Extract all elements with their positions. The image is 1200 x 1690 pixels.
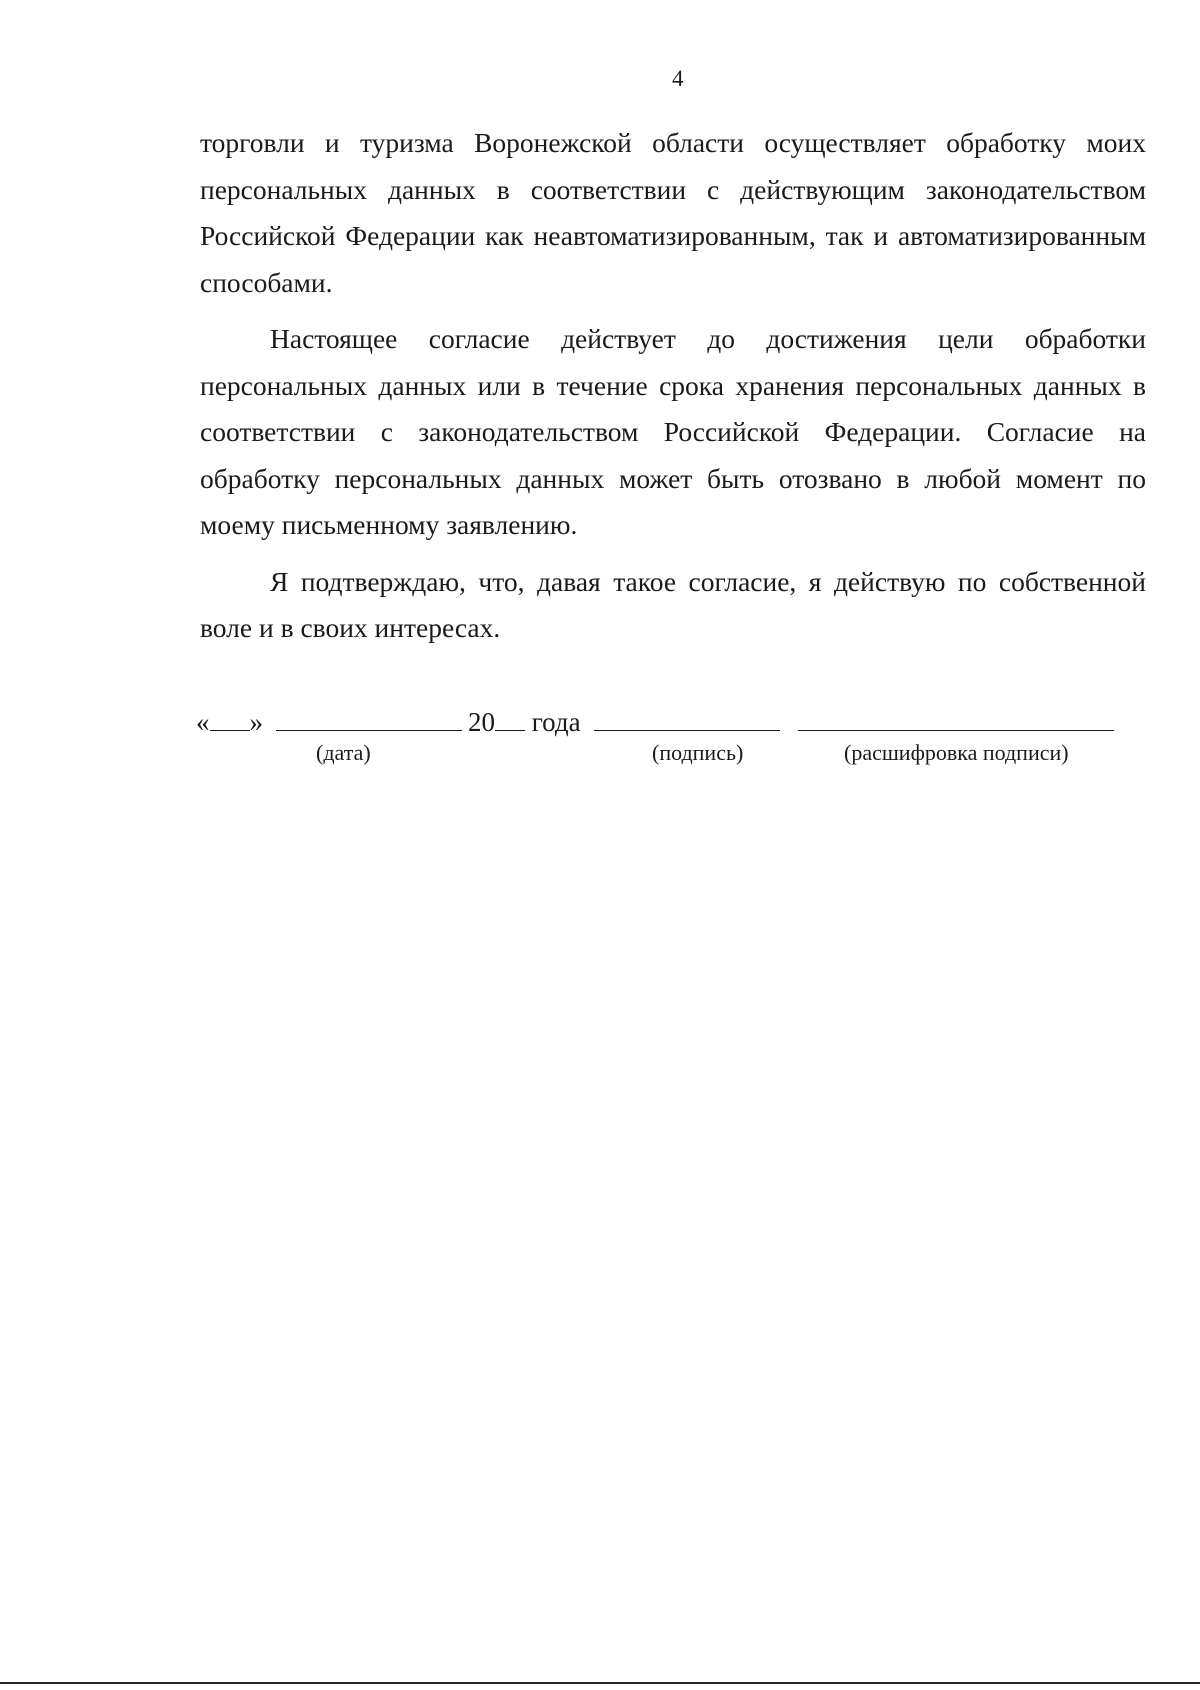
- signature-field[interactable]: [594, 706, 780, 736]
- decoding-field[interactable]: [798, 706, 1114, 736]
- document-body: [200, 120, 1146, 662]
- signature-block: [196, 706, 1156, 766]
- day-blank: [210, 706, 250, 731]
- close-quote: »: [249, 707, 263, 737]
- bottom-border-line: [0, 1682, 1200, 1684]
- decoding-blank: [798, 706, 1114, 731]
- paragraph-validity: Настоящее согласие действует до достижения цели обработки персональных данных или в течение срока хранения персональных данных в соответствии с законодательством Российской Федерации. Согласие на обработку персональных данных может быть отозвано в любой момент по моему письменному заявлению.: [200, 323, 1146, 540]
- year-field[interactable]: [468, 706, 581, 736]
- year-prefix: 20: [468, 707, 495, 737]
- year-word: года: [531, 707, 581, 737]
- month-blank: [276, 706, 462, 731]
- paragraph-confirmation: Я подтверждаю, что, давая такое согласие, я действую по собственной воле и в своих интересах.: [200, 565, 1146, 643]
- signature-blank: [594, 706, 780, 731]
- decoding-caption: (расшифровка подписи): [844, 740, 1069, 765]
- date-caption: (дата): [316, 740, 371, 765]
- open-quote: «: [196, 707, 210, 737]
- day-field[interactable]: [196, 706, 263, 736]
- month-field[interactable]: [276, 706, 462, 736]
- page-number: 4: [672, 66, 684, 91]
- paragraph-processing: торговли и туризма Воронежской области осуществляет обработку моих персональных данных в соответствии с действующим законодательством Российской Федерации как неавтоматизированным, так и автоматизированным способами.: [200, 127, 1146, 298]
- signature-caption: (подпись): [652, 740, 744, 765]
- year-blank: [495, 706, 525, 731]
